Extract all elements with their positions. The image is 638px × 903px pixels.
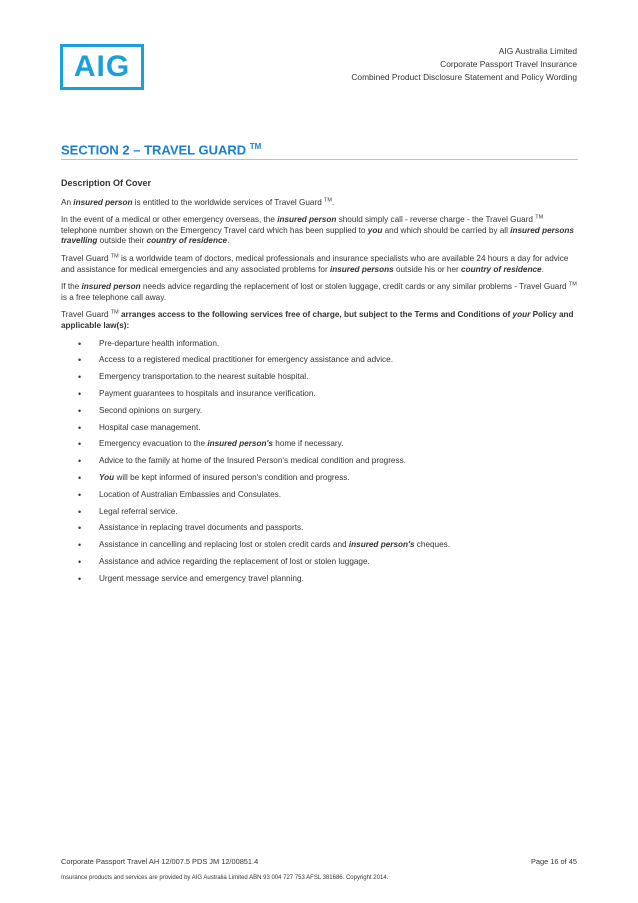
list-item: • Hospital case management. — [61, 423, 578, 440]
list-item: • Assistance and advice regarding the replacement of lost or stolen luggage. — [61, 557, 578, 574]
term-insured-person: insured person — [277, 215, 337, 225]
header-product: Corporate Passport Travel Insurance — [440, 59, 577, 69]
term-country-of-residence: country of residence — [461, 264, 542, 274]
list-item: • Legal referral service. — [61, 507, 578, 524]
term-you: you — [367, 225, 383, 235]
subheading: Description Of Cover — [61, 178, 152, 188]
list-item: • Advice to the family at home of the Insured Person's medical condition and progress. — [61, 456, 578, 473]
page-number: Page 16 of 45 — [530, 857, 577, 866]
paragraph-4: If the insured person needs advice regarding the replacement of lost or stolen luggage, credit cards or any similar problems - Travel Guard ™ is a free telephone call away. — [61, 281, 577, 302]
section-title-text: SECTION 2 – TRAVEL GUARD — [61, 142, 247, 158]
tm-mark: TM — [535, 214, 544, 221]
term-insured-person: insured person — [73, 197, 133, 207]
section-title — [61, 142, 578, 160]
list-item: • Payment guarantees to hospitals and insurance verification. — [61, 389, 578, 406]
tm-mark: TM — [324, 196, 332, 203]
services-list — [61, 339, 578, 591]
document-header — [351, 45, 577, 84]
section-title-tm: TM — [249, 142, 262, 151]
footer-reference: Corporate Passport Travel AH 12/007.5 PDS JM 12/00851.4 — [61, 857, 259, 866]
paragraph-2: In the event of a medical or other emergency overseas, the insured person should simply call - reverse charge - the Travel Guard ™ telephone number shown on the Emergency Travel card which has been supplied to you and which should be carried by all insured persons travelling outside their country of residence. — [61, 214, 574, 246]
footer-disclaimer: Insurance products and services are provided by AIG Australia Limited ABN 93 004 727 753 AFSL 381686. Copyright 2014. — [61, 875, 389, 881]
paragraph-1: An insured person is entitled to the worldwide services of Travel Guard ™. — [61, 196, 335, 207]
term-insured-persons-possessive: insured person's — [348, 540, 415, 550]
list-item: • Second opinions on surgery. — [61, 406, 578, 423]
list-item: • Emergency evacuation to the insured person's home if necessary. — [61, 439, 578, 456]
logo-text: AIG — [73, 50, 131, 83]
list-item: • Assistance in replacing travel documents and passports. — [61, 523, 578, 540]
term-your: your — [512, 310, 531, 320]
list-item: • Urgent message service and emergency travel planning. — [61, 574, 578, 591]
list-item: • Pre-departure health information. — [61, 339, 578, 356]
tm-mark: TM — [568, 281, 577, 288]
term-insured-persons-travelling: insured persons travelling — [61, 225, 574, 246]
list-item: • Assistance in cancelling and replacing lost or stolen credit cards and insured person's cheques. — [61, 540, 578, 557]
header-company: AIG Australia Limited — [498, 46, 577, 56]
term-insured-persons-possessive: insured person's — [207, 439, 273, 449]
tm-mark: TM — [110, 253, 119, 260]
list-item: • Emergency transportation to the nearest suitable hospital. — [61, 372, 578, 389]
term-you: You — [99, 472, 115, 482]
paragraph-3: Travel Guard ™ is a worldwide team of doctors, medical professionals and insurance specialists who are available 24 hours a day for advice and assistance for medical emergencies and any associated problems for insured persons outside his or her country of residence. — [61, 253, 569, 274]
tm-mark: TM — [110, 309, 119, 316]
term-insured-persons: insured persons — [329, 264, 394, 274]
header-doc-title: Combined Product Disclosure Statement and Policy Wording — [351, 72, 577, 82]
paragraph-5: Travel Guard ™ arranges access to the following services free of charge, but subject to the Terms and Conditions of your Policy and applicable law(s): — [61, 309, 574, 330]
aig-logo — [60, 44, 144, 90]
list-item: • Location of Australian Embassies and Consulates. — [61, 490, 578, 507]
list-item: • You will be kept informed of insured person's condition and progress. — [61, 473, 578, 490]
list-item: • Access to a registered medical practitioner for emergency assistance and advice. — [61, 355, 578, 372]
document-body — [61, 178, 578, 590]
term-country-of-residence: country of residence — [146, 236, 228, 246]
term-insured-person: insured person — [81, 282, 141, 292]
